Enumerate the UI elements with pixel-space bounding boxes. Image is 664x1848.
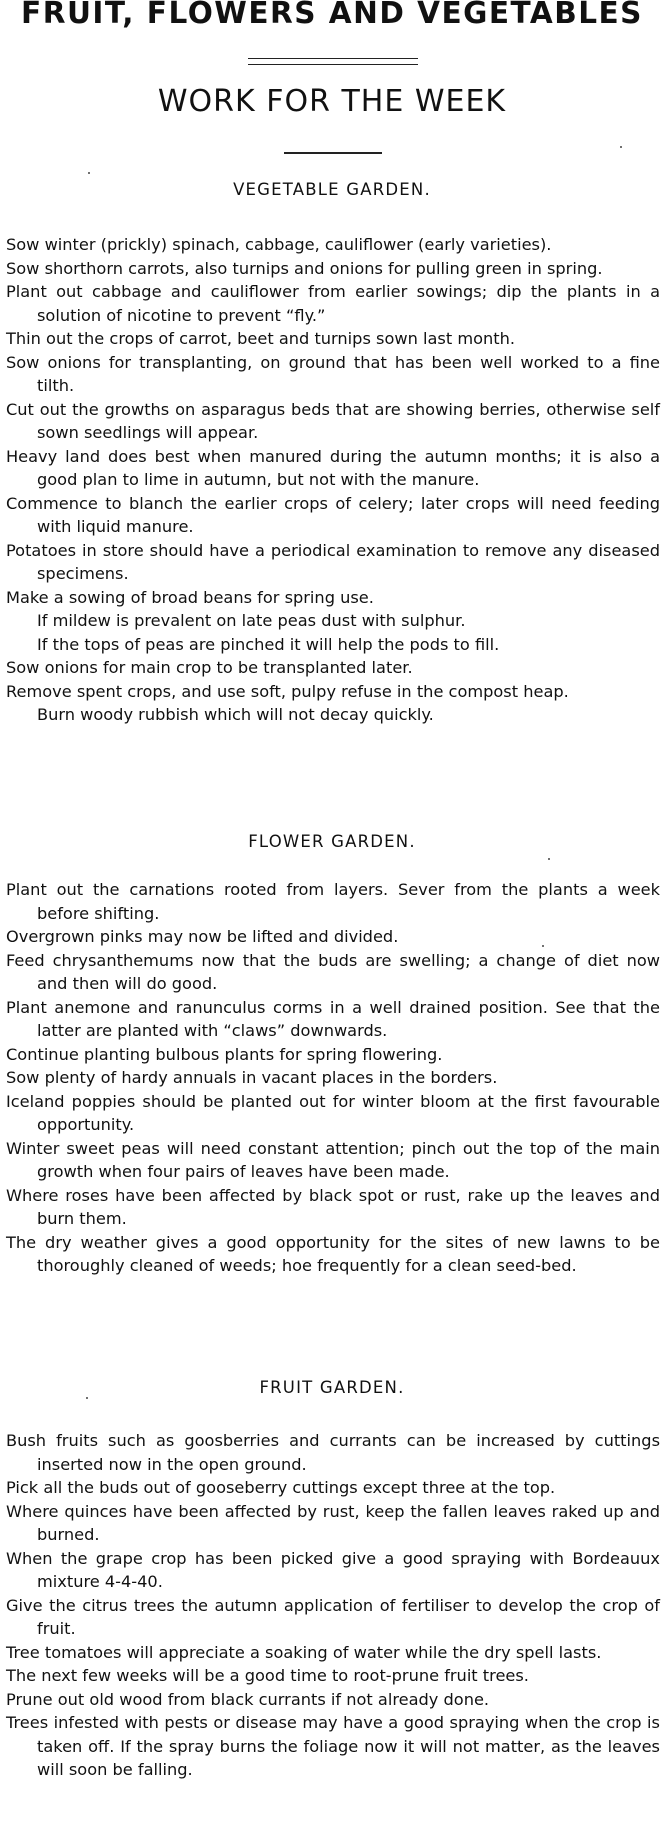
list-item: Cut out the growths on asparagus beds that are showing berries, otherwise self sown seedlings will appear. [6, 399, 660, 442]
list-item: Tree tomatoes will appreciate a soaking of water while the dry spell lasts. [6, 1642, 602, 1662]
short-rule-divider [284, 152, 382, 154]
section-title-flower-garden: FLOWER GARDEN. [248, 832, 416, 851]
list-item: Give the citrus trees the autumn application of fertiliser to develop the crop of fruit. [6, 1595, 660, 1638]
print-speck [542, 945, 544, 947]
list-item: Where roses have been affected by black spot or rust, rake up the leaves and burn them. [6, 1185, 660, 1228]
section-title-fruit-garden: FRUIT GARDEN. [259, 1378, 405, 1397]
list-item: Remove spent crops, and use soft, pulpy refuse in the compost heap. [6, 681, 569, 701]
list-item: Plant out the carnations rooted from layers. Sever from the plants a week before shifting. [6, 880, 660, 923]
print-speck [86, 1397, 88, 1399]
list-item: Make a sowing of broad beans for spring use. [6, 587, 374, 607]
print-speck [88, 172, 90, 174]
list-item: The dry weather gives a good opportunity for the sites of new lawns to be thoroughly cleaned of weeds; hoe frequently for a clean seed-bed. [6, 1232, 660, 1275]
double-rule-divider [248, 58, 418, 65]
list-item: Continue planting bulbous plants for spring flowering. [6, 1044, 443, 1064]
list-item: Sow onions for transplanting, on ground that has been well worked to a fine tilth. [6, 352, 660, 395]
vegetable-garden-list [6, 233, 660, 727]
fruit-garden-list [6, 1429, 660, 1782]
list-item: Potatoes in store should have a periodical examination to remove any diseased specimens. [6, 540, 660, 583]
list-item: Pick all the buds out of gooseberry cuttings except three at the top. [6, 1478, 556, 1497]
list-item: Trees infested with pests or disease may have a good spraying when the crop is taken off. If the spray burns the foliage now it will not matter, as the leaves will soon be falling. [6, 1713, 660, 1779]
list-item: Thin out the crops of carrot, beet and turnips sown last month. [6, 329, 516, 348]
list-item: Winter sweet peas will need constant attention; pinch out the top of the main growth when four pairs of leaves have been made. [6, 1138, 660, 1181]
list-item: Sow winter (prickly) spinach, cabbage, cauliflower (early varieties). [6, 235, 552, 254]
list-item: Sow onions for main crop to be transplanted later. [6, 658, 413, 677]
list-item: Feed chrysanthemums now that the buds are swelling; a change of diet now and then will do good. [6, 950, 660, 993]
list-item: Commence to blanch the earlier crops of celery; later crops will need feeding with liquid manure. [6, 493, 660, 536]
list-item: Iceland poppies should be planted out for winter bloom at the first favourable opportunity. [6, 1091, 660, 1134]
list-item: When the grape crop has been picked give a good spraying with Bordeauux mixture 4-4-40. [6, 1548, 660, 1591]
list-item: Sow shorthorn carrots, also turnips and onions for pulling green in spring. [6, 258, 603, 278]
list-item: Heavy land does best when manured during the autumn months; it is also a good plan to lime in autumn, but not with the manure. [6, 446, 660, 489]
list-item: Overgrown pinks may now be lifted and divided. [6, 927, 399, 946]
list-item: Sow plenty of hardy annuals in vacant places in the borders. [6, 1068, 498, 1087]
masthead-title: FRUIT, FLOWERS AND VEGETABLES [21, 0, 643, 31]
list-item: Bush fruits such as goosberries and currants can be increased by cuttings inserted now in the open ground. [6, 1431, 660, 1474]
print-speck [620, 146, 622, 148]
flower-garden-list [6, 878, 660, 1278]
list-item: If mildew is prevalent on late peas dust with sulphur. [37, 611, 466, 630]
list-item: Burn woody rubbish which will not decay quickly. [37, 705, 434, 724]
page-heading: WORK FOR THE WEEK [157, 84, 507, 119]
list-item: Plant anemone and ranunculus corms in a well drained position. See that the latter are planted with “claws” downwards. [6, 997, 660, 1040]
list-item: Prune out old wood from black currants if not already done. [6, 1689, 490, 1709]
list-item: Plant out cabbage and cauliflower from earlier sowings; dip the plants in a solution of nicotine to prevent “fly.” [6, 282, 660, 325]
list-item: The next few weeks will be a good time to root-prune fruit trees. [6, 1666, 529, 1685]
print-speck [548, 858, 550, 860]
list-item: If the tops of peas are pinched it will help the pods to fill. [37, 634, 500, 654]
list-item: Where quinces have been affected by rust, keep the fallen leaves raked up and burned. [6, 1501, 660, 1544]
section-title-vegetable-garden: VEGETABLE GARDEN. [233, 180, 431, 199]
